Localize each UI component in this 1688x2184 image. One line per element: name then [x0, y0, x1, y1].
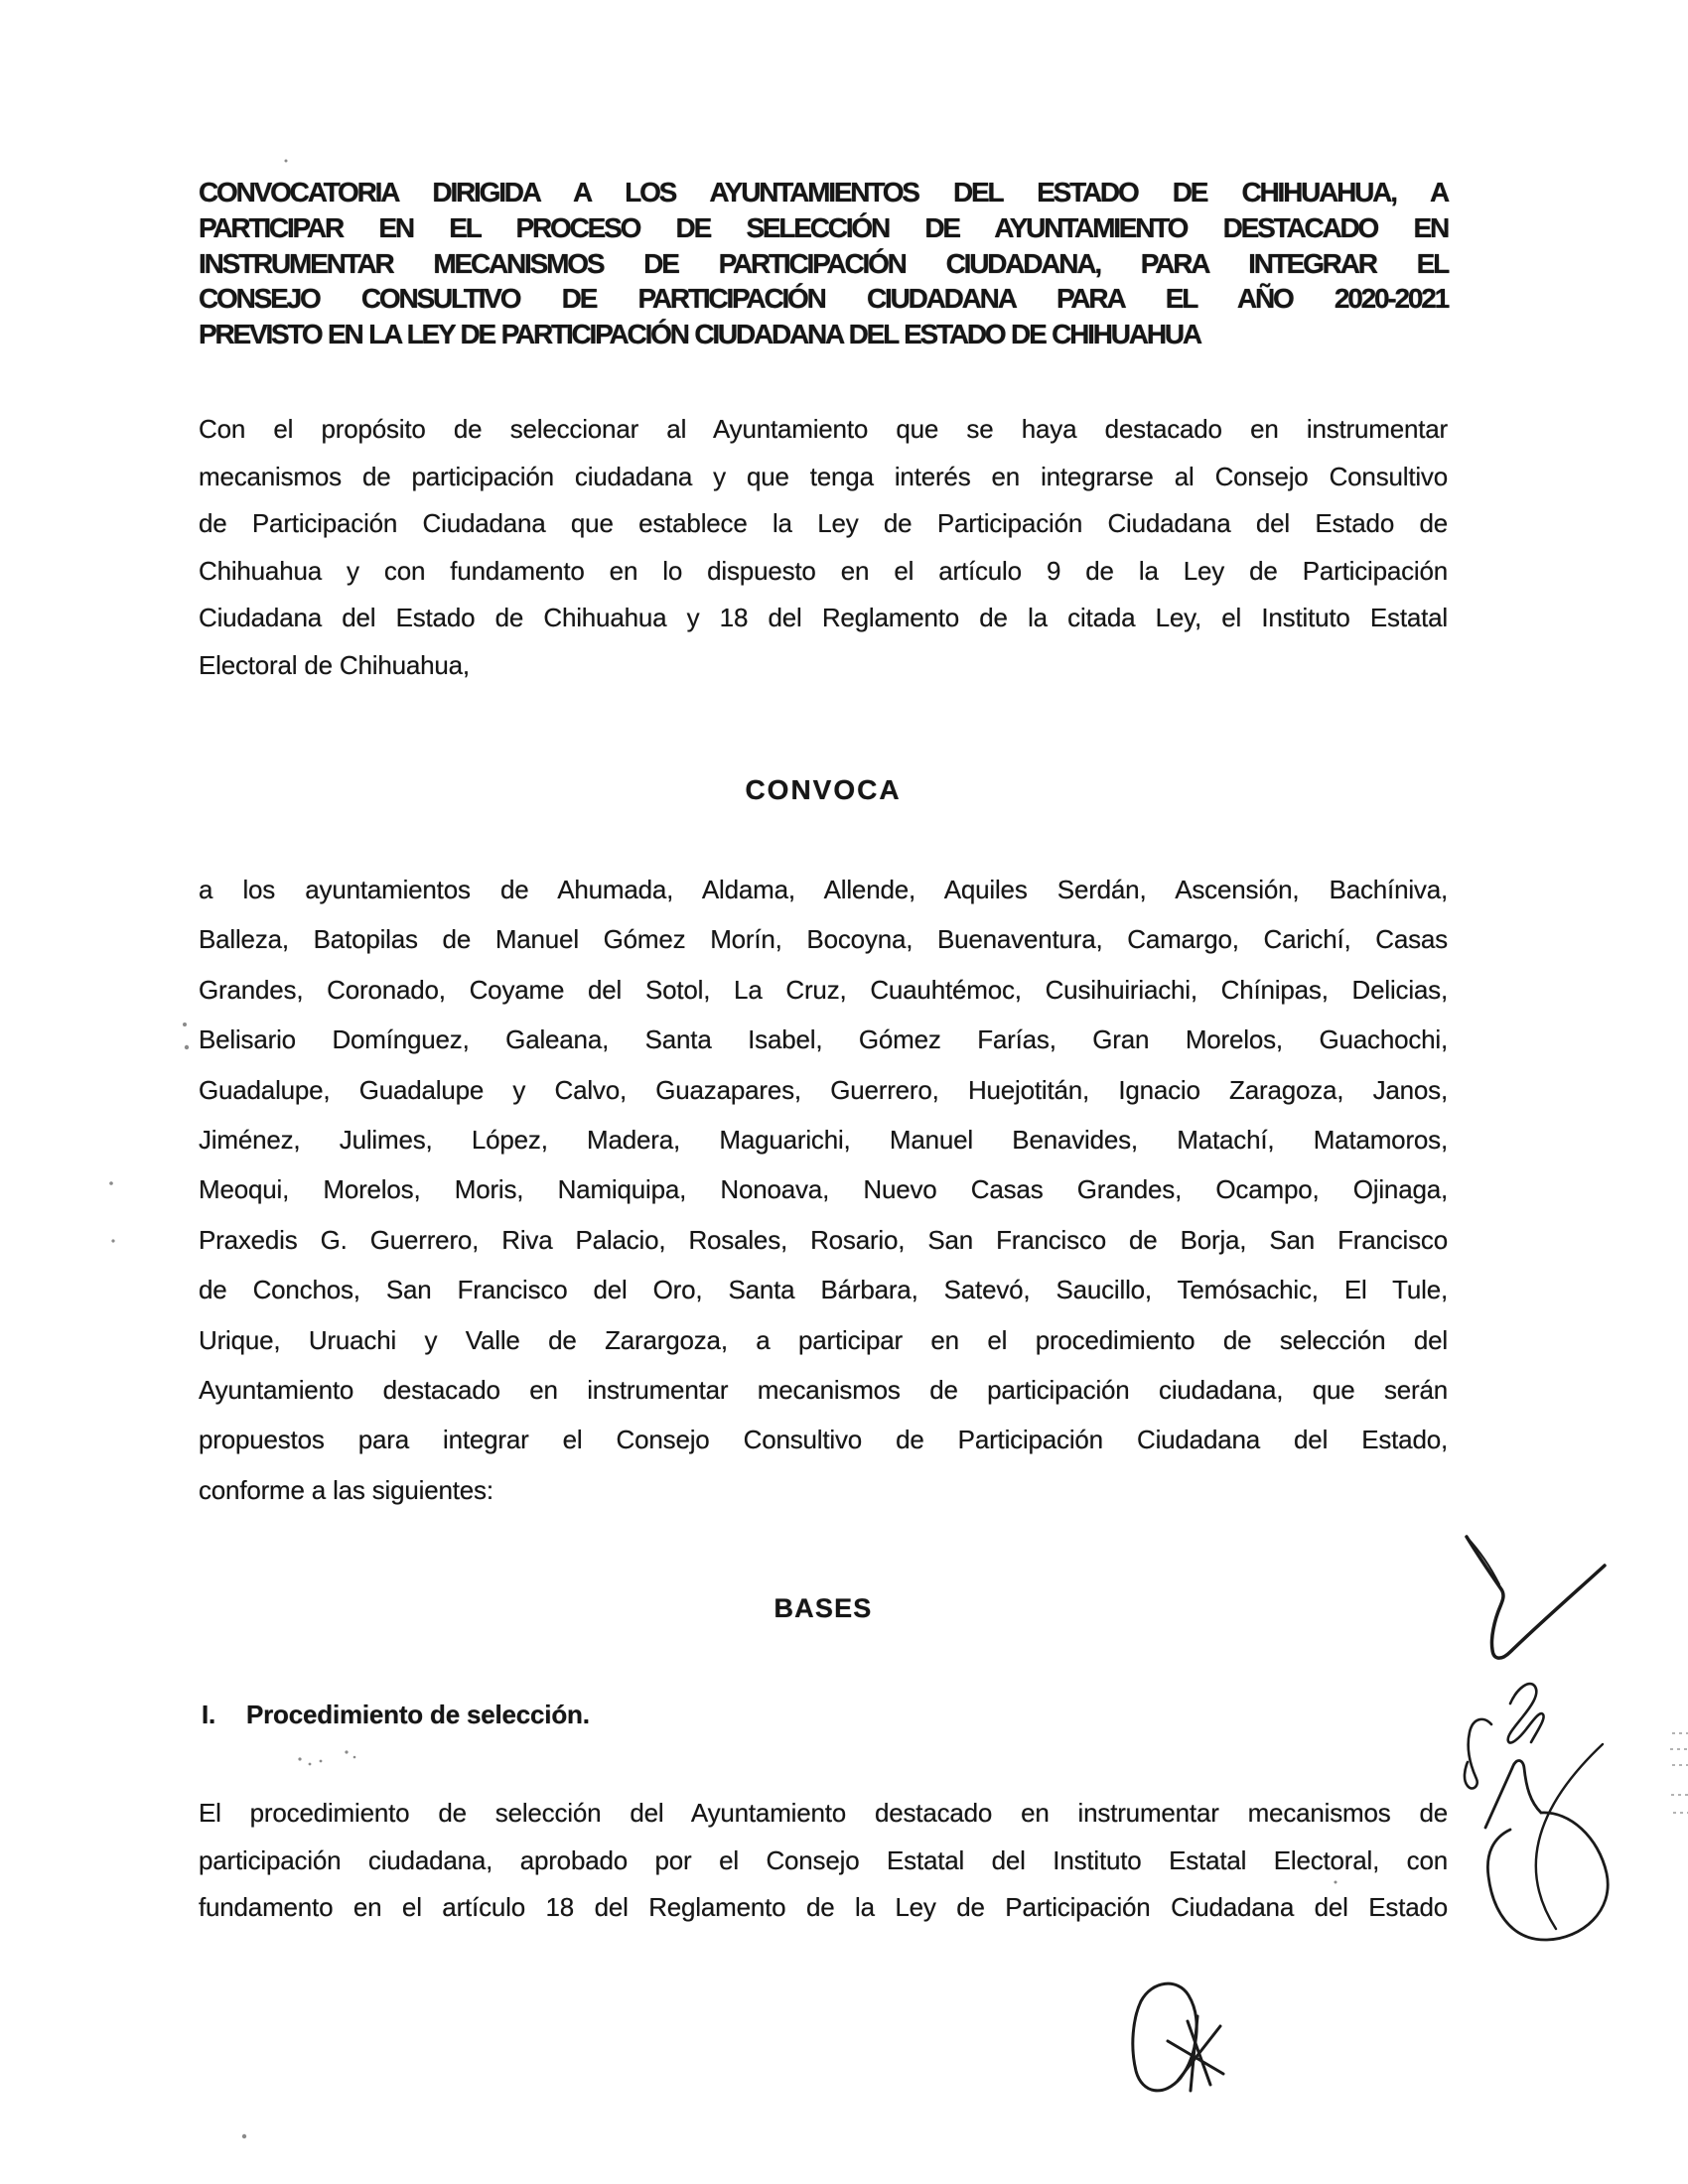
text-line: Electoral de Chihuahua, [199, 649, 470, 680]
text-line: CONVOCATORIA DIRIGIDA A LOS AYUNTAMIENTOS DEL ESTADO DE CHIHUAHUA, A [199, 177, 1448, 207]
text-line: Grandes, Coronado, Coyame del Sotol, La Cruz, Cuauhtémoc, Cusihuiriachi, Chínipas, Delicias, [199, 974, 1448, 1005]
text-line: Ayuntamiento destacado en instrumentar mecanismos de participación ciudadana, que serán [199, 1375, 1448, 1406]
text-line: Praxedis G. Guerrero, Riva Palacio, Rosales, Rosario, San Francisco de Borja, San Francisco [199, 1224, 1448, 1255]
text-line: Meoqui, Morelos, Moris, Namiquipa, Nonoava, Nuevo Casas Grandes, Ocampo, Ojinaga, [199, 1174, 1448, 1205]
handwritten-initials-scribble [1465, 1684, 1544, 1788]
closing-paragraph [199, 1790, 1448, 1932]
text-line: Ciudadana del Estado de Chihuahua y 18 del Reglamento de la citada Ley, el Instituto Estatal [199, 603, 1448, 632]
text-line: PREVISTO EN LA LEY DE PARTICIPACIÓN CIUDADANA DEL ESTADO DE CHIHUAHUA [199, 319, 1200, 350]
document-title [199, 175, 1448, 352]
section-number: I. [202, 1700, 216, 1729]
text-line: Chihuahua y con fundamento en lo dispuesto en el artículo 9 de la Ley de Participación [199, 555, 1448, 586]
handwritten-loop-signature [1485, 1744, 1608, 1940]
bases-heading: BASES [774, 1593, 873, 1623]
text-line: PARTICIPAR EN EL PROCESO DE SELECCIÓN DE AYUNTAMIENTO DESTACADO EN [199, 211, 1448, 243]
text-line: participación ciudadana, aprobado por el Consejo Estatal del Instituto Estatal Electoral, con [199, 1844, 1448, 1875]
text-line: Con el propósito de seleccionar al Ayuntamiento que se haya destacado en instrumentar [199, 414, 1448, 444]
text-line: conforme a las siguientes: [199, 1474, 493, 1505]
municipalities-paragraph [199, 865, 1448, 1515]
handwritten-checkmark [1467, 1537, 1605, 1658]
text-line: Urique, Uruachi y Valle de Zarargoza, a participar en el procedimiento de selección del [199, 1324, 1448, 1355]
text-line: fundamento en el artículo 18 del Reglamento de la Ley de Participación Ciudadana del Estado [199, 1892, 1448, 1922]
text-line: a los ayuntamientos de Ahumada, Aldama, Allende, Aquiles Serdán, Ascensión, Bachíniva, [199, 875, 1448, 904]
text-line: de Conchos, San Francisco del Oro, Santa Bárbara, Satevó, Saucillo, Temósachic, El Tule, [199, 1275, 1448, 1305]
intro-paragraph [199, 406, 1448, 689]
text-line: de Participación Ciudadana que establece la Ley de Participación Ciudadana del Estado de [199, 508, 1448, 538]
section-heading [202, 1700, 1451, 1730]
text-line: Guadalupe, Guadalupe y Calvo, Guazapares, Guerrero, Huejotitán, Ignacio Zaragoza, Janos, [199, 1074, 1448, 1105]
text-line: propuestos para integrar el Consejo Consultivo de Participación Ciudadana del Estado, [199, 1425, 1448, 1455]
text-line: El procedimiento de selección del Ayuntamiento destacado en instrumentar mecanismos de [199, 1798, 1448, 1828]
text-line: Belisario Domínguez, Galeana, Santa Isabel, Gómez Farías, Gran Morelos, Guachochi, [199, 1024, 1448, 1055]
scan-dash-artifacts [1670, 1733, 1688, 1813]
section-title: Procedimiento de selección. [246, 1700, 590, 1729]
text-line: CONSEJO CONSULTIVO DE PARTICIPACIÓN CIUDADANA PARA EL AÑO 2020-2021 [199, 283, 1448, 315]
text-line: INSTRUMENTAR MECANISMOS DE PARTICIPACIÓN CIUDADANA, PARA INTEGRAR EL [199, 247, 1448, 279]
handwritten-oval-scribble [1133, 1983, 1223, 2091]
text-line: mecanismos de participación ciudadana y que tenga interés en integrarse al Consejo Consultivo [199, 461, 1448, 491]
text-line: Jiménez, Julimes, López, Madera, Maguarichi, Manuel Benavides, Matachí, Matamoros, [199, 1125, 1448, 1156]
convoca-heading: CONVOCA [745, 774, 902, 805]
text-line: Balleza, Batopilas de Manuel Gómez Morín, Bocoyna, Buenaventura, Camargo, Carichí, Casas [199, 924, 1448, 955]
